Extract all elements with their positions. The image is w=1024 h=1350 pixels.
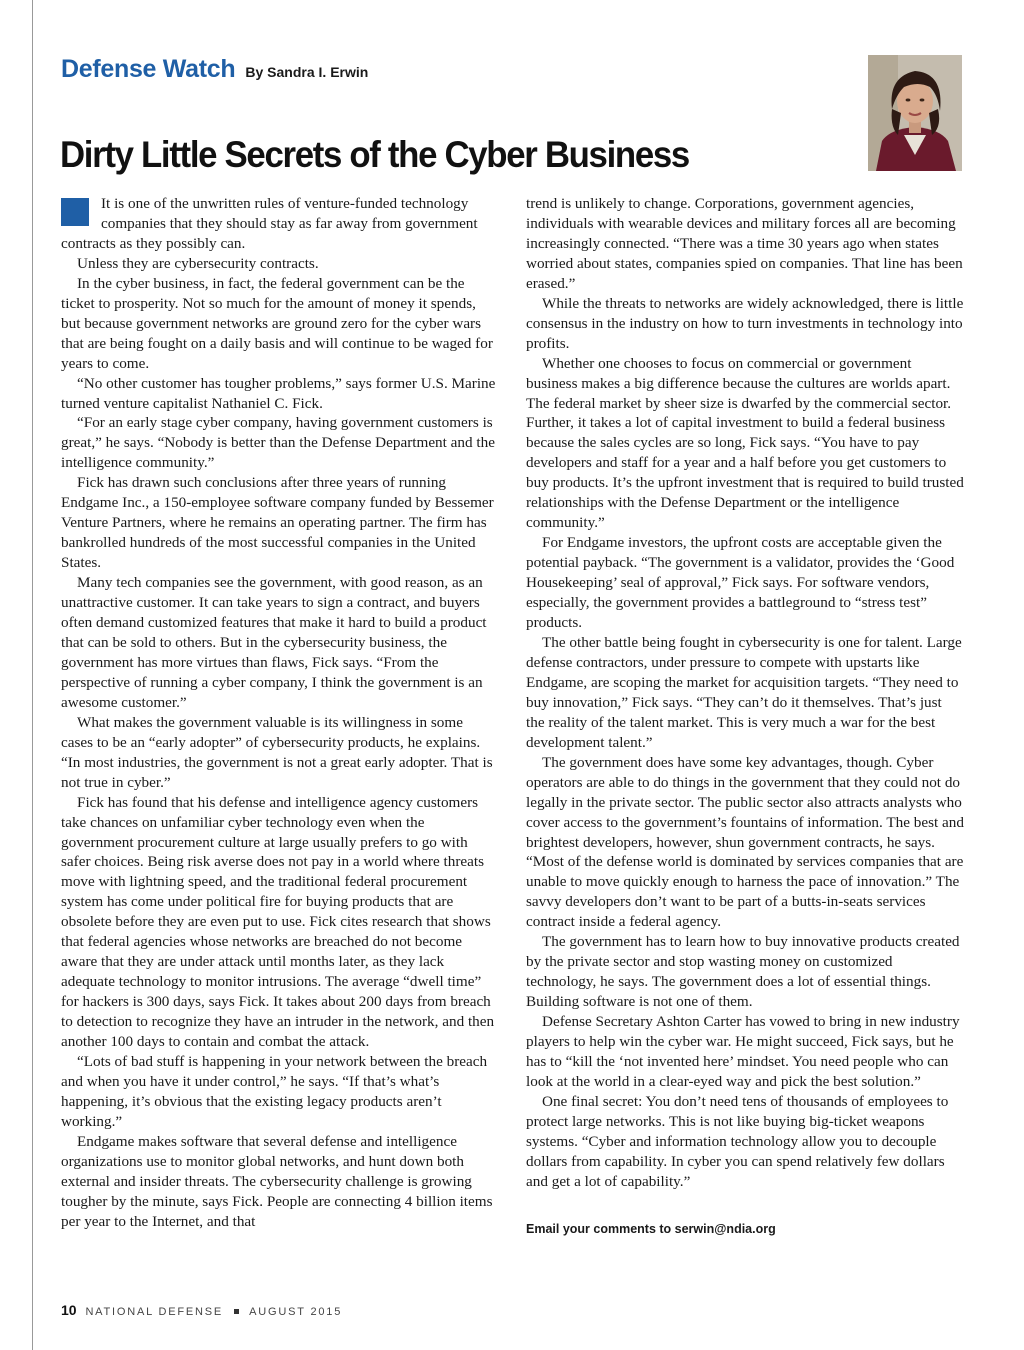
article-column-left — [61, 194, 497, 1232]
paragraph: The government has to learn how to buy innovative products created by the private sector and stop wasting money on customized technology, he says. The government does a lot of essential things. Building software is not one of them. — [526, 933, 960, 1011]
author-portrait — [868, 55, 962, 171]
article-column-right — [526, 194, 964, 1240]
page-margin-rule — [32, 0, 33, 1350]
drop-cap-square — [61, 198, 89, 226]
column-header — [61, 55, 368, 84]
paragraph: In the cyber business, in fact, the federal government can be the ticket to prosperity. Not so much for the amount of money it spends, but because government networks are ground zero for the cyber wars that are being fought on a daily basis and will continue to be waged for years to come. — [61, 274, 493, 372]
email-comments-note: Email your comments to serwin@ndia.org — [526, 1221, 776, 1236]
paragraph: Whether one chooses to focus on commercial or government business makes a big difference because the cultures are worlds apart. The federal market by sheer size is dwarfed by the commercial sector. Further, it takes a lot of capital investment to build a federal business because the sales cycles are so long, Fick says. “You have to pay developers and staff for a year and a half before you get customers to buy products. It’s the upfront investment that is required to build trusted relationships with the Defense Department or the intelligence community.” — [526, 354, 964, 532]
byline: By Sandra I. Erwin — [245, 64, 369, 80]
paragraph: Fick has found that his defense and intelligence agency customers take chances on unfamiliar cyber technology even when the government procurement culture at large usually prefers to go with safer choices. Being risk averse does not pay in a world where threats move with lightning speed, and the traditional federal procurement system has come under political fire for buying products that are obsolete before they are even put to use. Fick cites research that shows that federal agencies whose networks are breached do not become aware that they are under attack until months later, as they lack adequate technology to monitor intrusions. The average “dwell time” for hackers is 300 days, says Fick. It takes about 200 days from breach to detection to recognize they have an intruder in the network, and then another 100 days to contain and combat the attack. — [61, 793, 495, 1051]
paragraph: What makes the government valuable is its willingness in some cases to be an “early adopter” of cybersecurity products, he explains. “In most industries, the government is not a great early adopter. That is not true in cyber.” — [61, 713, 493, 791]
paragraph: Endgame makes software that several defense and intelligence organizations use to monitor global networks, and hunt down both external and insider threats. The cybersecurity challenge is growing tougher by the minute, says Fick. People are connecting 4 billion items per year to the Internet, and that — [61, 1132, 493, 1230]
paragraph: The government does have some key advantages, though. Cyber operators are able to do things in the government that they could not do legally in the private sector. The public sector also attracts analysts who cover access to the government’s fountains of information. The best and brightest developers, however, shun government contracts, he says. “Most of the defense world is dominated by services companies that are unable to move quickly enough to harness the pace of innovation.” The savvy developers don’t want to be part of a butts-in-seats services contract inside a federal agency. — [526, 753, 964, 931]
paragraph: “Lots of bad stuff is happening in your network between the breach and when you have it under control,” he says. “If that’s what’s happening, it’s obvious that the existing legacy products aren’t working.” — [61, 1052, 488, 1130]
paragraph: Unless they are cybersecurity contracts. — [77, 254, 319, 272]
paragraph: While the threats to networks are widely acknowledged, there is little consensus in the industry on how to turn investments in technology into profits. — [526, 294, 964, 352]
separator-square — [234, 1309, 239, 1314]
paragraph: Many tech companies see the government, with good reason, as an unattractive customer. It can take years to sign a contract, and buyers often demand customized features that make it hard to build a product that can be sold to others. But in the cybersecurity business, the government has more virtues than flaws, Fick says. “From the perspective of running a cyber company, I think the government is an awesome customer.” — [61, 574, 487, 711]
column-name: Defense Watch — [61, 55, 236, 83]
paragraph: Defense Secretary Ashton Carter has vowed to bring in new industry players to help win the cyber war. He might succeed, Fick says, but he has to “kill the ‘not invented here’ mindset. You need people who can look at the world in a clear-eyed way and pick the best solution.” — [526, 1013, 960, 1090]
paragraph: It is one of the unwritten rules of venture-funded technology companies that they should stay as far away from government contracts as they possibly can. — [61, 195, 478, 252]
paragraph: For Endgame investors, the upfront costs are acceptable given the potential payback. “The government is a validator, provides the ‘Good Housekeeping’ seal of approval,” Fick says. For software vendors, especially, the government provides a battleground to “stress test” products. — [526, 534, 955, 632]
publication-name: NATIONAL DEFENSE — [85, 1306, 224, 1318]
paragraph: “No other customer has tougher problems,” says former U.S. Marine turned venture capitalist Nathaniel C. Fick. — [61, 374, 496, 412]
author-portrait-image — [868, 55, 962, 171]
page-number: 10 — [61, 1302, 77, 1318]
paragraph: trend is unlikely to change. Corporations, government agencies, individuals with wearable devices and military forces all are becoming increasingly connected. “There was a time 30 years ago when states worried about states, companies spied on companies. That line has been erased.” — [526, 195, 963, 292]
issue-date: AUGUST 2015 — [249, 1306, 343, 1318]
paragraph: “For an early stage cyber company, having government customers is great,” he says. “Nobody is better than the Defense Department and the intelligence community.” — [61, 414, 495, 472]
paragraph: Fick has drawn such conclusions after three years of running Endgame Inc., a 150-employee software company funded by Bessemer Venture Partners, where he remains an operating partner. The firm has bankrolled hundreds of the most successful companies in the United States. — [61, 474, 494, 572]
page-footer — [61, 1302, 342, 1318]
paragraph: One final secret: You don’t need tens of thousands of employees to protect large networks. This is not like buying big-ticket weapons systems. “Cyber and information technology allow you to decouple dollars from capability. In cyber you can spend relatively few dollars and get a lot of capability.” — [526, 1092, 949, 1190]
article-headline: Dirty Little Secrets of the Cyber Business — [60, 134, 689, 175]
paragraph: The other battle being fought in cybersecurity is one for talent. Large defense contractors, under pressure to compete with upstarts like Endgame, are scoping the market for acquisition targets. “They need to buy innovation,” Fick says. “They can’t do it themselves. That’s just the reality of the talent market. This is very much a war for the best development talent.” — [526, 633, 962, 751]
